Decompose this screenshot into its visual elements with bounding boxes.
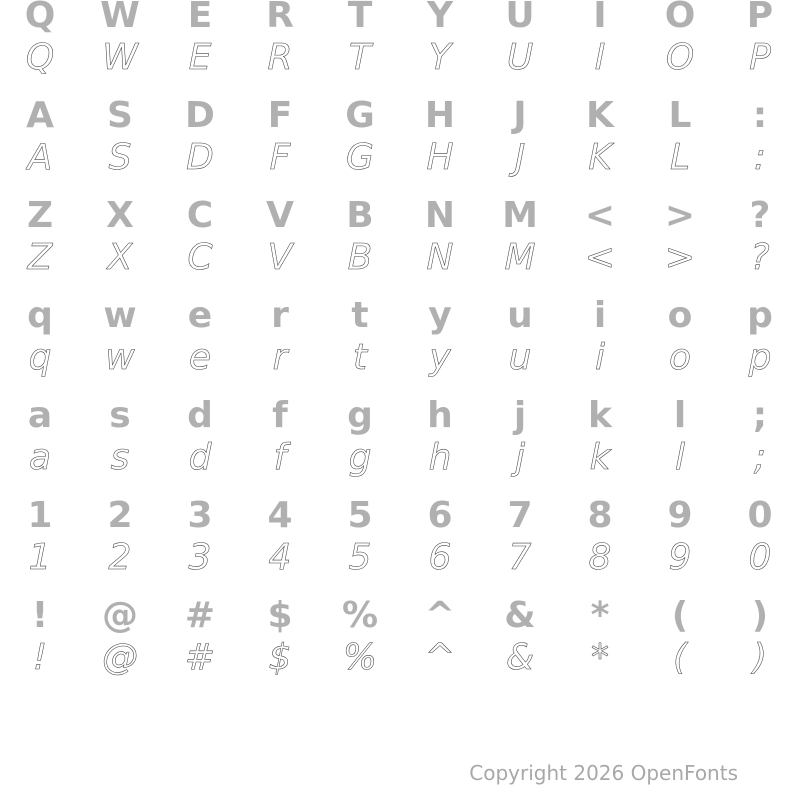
preview-glyph: O <box>665 37 695 78</box>
preview-glyph: t <box>352 337 368 378</box>
ref-glyph: N <box>424 195 456 236</box>
ref-glyph: C <box>186 195 214 236</box>
preview-glyph: J <box>514 137 526 178</box>
preview-glyph: 7 <box>508 537 532 578</box>
glyph-row-group-lowercase-2 <box>0 395 800 500</box>
ref-glyph: R <box>266 0 294 36</box>
preview-glyph: j <box>514 437 525 478</box>
ref-glyph: i <box>593 295 607 336</box>
preview-glyph: q <box>28 337 52 378</box>
glyph-row-group-uppercase-2 <box>0 95 800 200</box>
ref-glyph: 3 <box>187 495 213 536</box>
preview-glyph: $ <box>268 637 292 678</box>
ref-glyph: < <box>584 195 616 236</box>
preview-glyph: 5 <box>348 537 372 578</box>
preview-glyph: * <box>591 637 609 678</box>
ref-glyph: Z <box>26 195 54 236</box>
ref-glyph: * <box>590 595 610 636</box>
ref-glyph: E <box>187 0 213 36</box>
preview-glyph: 4 <box>268 537 292 578</box>
preview-glyph: 6 <box>428 537 452 578</box>
preview-glyph: 1 <box>28 537 52 578</box>
preview-glyph: W <box>102 37 138 78</box>
ref-glyph: o <box>667 295 693 336</box>
preview-glyph: g <box>348 437 372 478</box>
preview-glyph: & <box>505 637 535 678</box>
ref-glyph: W <box>100 0 140 36</box>
ref-glyph: Y <box>426 0 454 36</box>
ref-glyph: T <box>347 0 373 36</box>
ref-glyph: ^ <box>424 595 456 636</box>
ref-glyph: ) <box>751 595 769 636</box>
ref-glyph: Q <box>24 0 56 36</box>
ref-glyph: s <box>109 395 131 436</box>
preview-glyph: u <box>508 337 532 378</box>
ref-glyph: # <box>184 595 216 636</box>
ref-glyph: ! <box>31 595 49 636</box>
preview-glyph: > <box>664 237 696 278</box>
preview-row <box>0 37 800 78</box>
preview-glyph: w <box>105 337 135 378</box>
preview-glyph: R <box>267 37 293 78</box>
ref-glyph: y <box>428 295 452 336</box>
ref-glyph: u <box>507 295 533 336</box>
ref-glyph: a <box>27 395 53 436</box>
preview-glyph: ? <box>750 237 770 278</box>
preview-glyph: F <box>269 137 291 178</box>
preview-glyph: ; <box>753 437 767 478</box>
ref-glyph: p <box>747 295 773 336</box>
ref-glyph: ; <box>752 395 768 436</box>
ref-glyph: ( <box>671 595 689 636</box>
ref-glyph: 4 <box>267 495 293 536</box>
ref-glyph: @ <box>102 595 138 636</box>
ref-glyph: r <box>271 295 289 336</box>
preview-glyph: 9 <box>668 537 692 578</box>
preview-glyph: % <box>342 637 378 678</box>
preview-glyph: 3 <box>188 537 212 578</box>
preview-glyph: 0 <box>748 537 772 578</box>
preview-row <box>0 137 800 178</box>
ref-glyph: 1 <box>27 495 53 536</box>
preview-row <box>0 637 800 678</box>
ref-glyph: D <box>185 95 215 136</box>
preview-row <box>0 537 800 578</box>
ref-glyph: 7 <box>507 495 533 536</box>
ref-glyph: & <box>504 595 536 636</box>
preview-glyph: d <box>188 437 212 478</box>
preview-glyph: ! <box>32 637 48 678</box>
ref-glyph: q <box>27 295 53 336</box>
preview-glyph: K <box>588 137 612 178</box>
ref-glyph: J <box>513 95 527 136</box>
preview-glyph: G <box>346 137 374 178</box>
preview-glyph: r <box>272 337 288 378</box>
ref-glyph: A <box>26 95 54 136</box>
preview-glyph: A <box>27 137 53 178</box>
reference-row <box>0 95 800 136</box>
ref-glyph: P <box>746 0 774 36</box>
preview-glyph: N <box>426 237 454 278</box>
preview-row <box>0 337 800 378</box>
preview-glyph: i <box>594 337 605 378</box>
preview-glyph: I <box>594 37 606 78</box>
preview-glyph: h <box>428 437 452 478</box>
ref-glyph: 2 <box>107 495 133 536</box>
ref-glyph: d <box>187 395 213 436</box>
preview-glyph: e <box>188 337 212 378</box>
ref-glyph: O <box>664 0 696 36</box>
reference-row <box>0 495 800 536</box>
ref-glyph: F <box>267 95 293 136</box>
ref-glyph: G <box>345 95 375 136</box>
preview-glyph: X <box>107 237 133 278</box>
ref-glyph: 9 <box>667 495 693 536</box>
reference-row <box>0 195 800 236</box>
preview-glyph: S <box>108 137 132 178</box>
ref-glyph: L <box>668 95 692 136</box>
preview-glyph: U <box>506 37 534 78</box>
preview-glyph: < <box>584 237 616 278</box>
preview-glyph: D <box>186 137 214 178</box>
preview-glyph: ( <box>672 637 688 678</box>
preview-glyph: Q <box>25 37 55 78</box>
ref-glyph: j <box>513 395 527 436</box>
preview-glyph: V <box>267 237 293 278</box>
ref-glyph: 8 <box>587 495 613 536</box>
ref-glyph: l <box>673 395 687 436</box>
ref-glyph: V <box>266 195 294 236</box>
preview-glyph: f <box>273 437 287 478</box>
ref-glyph: B <box>346 195 374 236</box>
ref-glyph: k <box>588 395 612 436</box>
reference-row <box>0 595 800 636</box>
preview-row <box>0 437 800 478</box>
preview-glyph: p <box>748 337 772 378</box>
ref-glyph: I <box>593 0 607 36</box>
ref-glyph: e <box>187 295 213 336</box>
ref-glyph: M <box>502 195 538 236</box>
ref-glyph: t <box>351 295 369 336</box>
glyph-row-group-uppercase-1 <box>0 0 800 100</box>
preview-glyph: T <box>349 37 371 78</box>
preview-glyph: s <box>110 437 130 478</box>
ref-glyph: w <box>103 295 137 336</box>
preview-glyph: P <box>749 37 771 78</box>
ref-glyph: f <box>272 395 288 436</box>
preview-glyph: Y <box>429 37 451 78</box>
preview-glyph: @ <box>102 637 138 678</box>
preview-glyph: 8 <box>588 537 612 578</box>
ref-glyph: $ <box>267 595 293 636</box>
ref-glyph: g <box>347 395 373 436</box>
preview-glyph: o <box>668 337 692 378</box>
glyph-row-group-symbols <box>0 595 800 700</box>
preview-glyph: C <box>187 237 213 278</box>
ref-glyph: U <box>505 0 535 36</box>
preview-row <box>0 237 800 278</box>
ref-glyph: 6 <box>427 495 453 536</box>
preview-glyph: E <box>188 37 212 78</box>
preview-glyph: M <box>504 237 536 278</box>
preview-glyph: y <box>429 337 451 378</box>
glyph-row-group-digits <box>0 495 800 600</box>
ref-glyph: % <box>341 595 379 636</box>
ref-glyph: > <box>664 195 696 236</box>
preview-glyph: l <box>674 437 685 478</box>
glyph-row-group-lowercase-1 <box>0 295 800 400</box>
copyright-text: Copyright 2026 OpenFonts <box>469 761 738 785</box>
ref-glyph: : <box>752 95 768 136</box>
preview-glyph: Z <box>27 237 53 278</box>
ref-glyph: h <box>427 395 453 436</box>
reference-row <box>0 395 800 436</box>
preview-glyph: ^ <box>424 637 456 678</box>
preview-glyph: k <box>589 437 611 478</box>
ref-glyph: 0 <box>747 495 773 536</box>
ref-glyph: 5 <box>347 495 373 536</box>
preview-glyph: a <box>28 437 52 478</box>
ref-glyph: ? <box>749 195 771 236</box>
preview-glyph: B <box>347 237 373 278</box>
preview-glyph: L <box>669 137 691 178</box>
glyph-row-group-uppercase-3 <box>0 195 800 300</box>
ref-glyph: X <box>106 195 134 236</box>
reference-row <box>0 0 800 34</box>
preview-glyph: 2 <box>108 537 132 578</box>
preview-glyph: # <box>184 637 216 678</box>
reference-row <box>0 295 800 336</box>
preview-glyph: H <box>426 137 454 178</box>
preview-glyph: ) <box>752 637 768 678</box>
ref-glyph: H <box>424 95 456 136</box>
ref-glyph: S <box>107 95 133 136</box>
preview-glyph: : <box>753 137 767 178</box>
ref-glyph: K <box>586 95 614 136</box>
